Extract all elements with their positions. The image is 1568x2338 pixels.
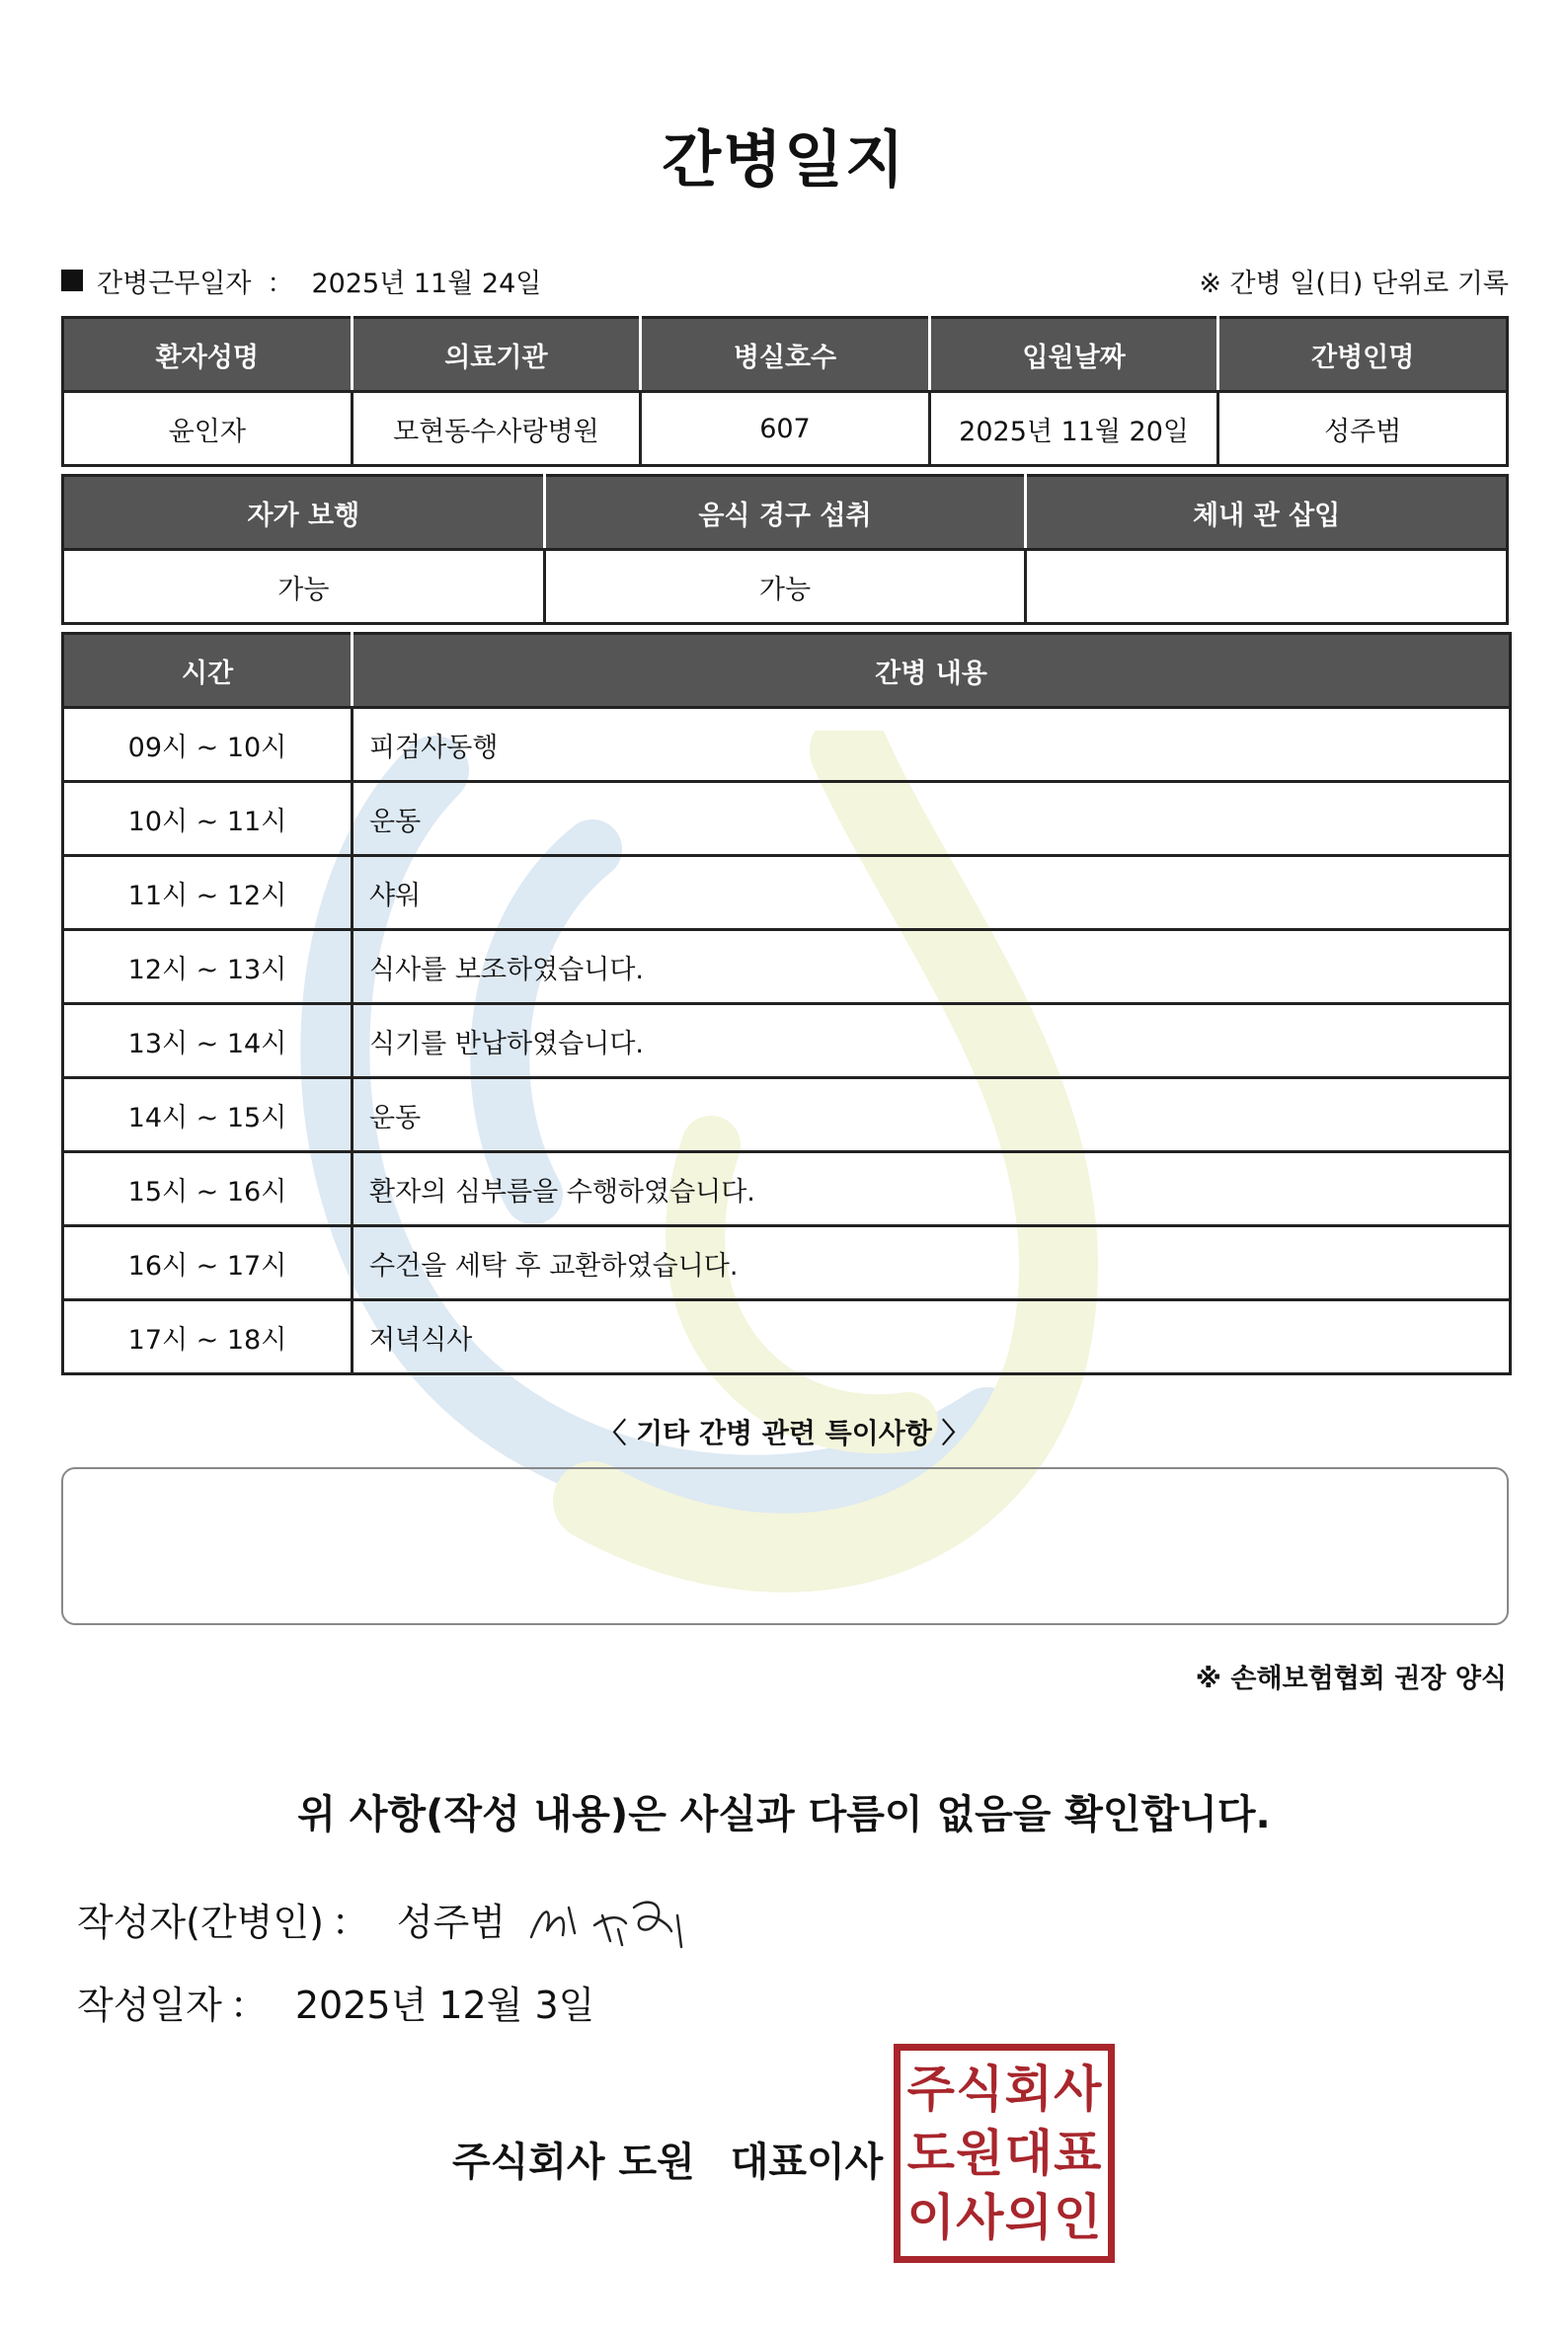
table-row bbox=[63, 1078, 1511, 1152]
content-cell: 식사를 보조하였습니다. bbox=[353, 930, 1511, 1004]
patient-name-value: 윤인자 bbox=[63, 392, 353, 466]
seal-char: 의 bbox=[1004, 2189, 1053, 2247]
writer-name: 성주범 bbox=[396, 1901, 507, 1944]
work-date-group bbox=[61, 262, 541, 300]
header-time: 시간 bbox=[63, 634, 353, 708]
handwritten-signature-icon bbox=[523, 1886, 701, 1957]
content-cell: 수건을 세탁 후 교환하였습니다. bbox=[353, 1226, 1511, 1300]
oral-intake-value: 가능 bbox=[544, 550, 1026, 624]
writer-line bbox=[77, 1892, 506, 1946]
patient-info-table bbox=[61, 316, 1509, 467]
content-cell: 환자의 심부름을 수행하였습니다. bbox=[353, 1152, 1511, 1226]
status-header-row bbox=[63, 476, 1508, 550]
work-date-label: 간병근무일자 bbox=[97, 268, 252, 299]
institution-value: 모현동수사랑병원 bbox=[352, 392, 641, 466]
content-cell: 식기를 반납하였습니다. bbox=[353, 1004, 1511, 1078]
header-tube-insertion: 체내 관 삽입 bbox=[1026, 476, 1508, 550]
writer-label: 작성자(간병인) bbox=[77, 1901, 324, 1944]
write-date-line bbox=[77, 1975, 594, 2029]
header-self-walking: 자가 보행 bbox=[63, 476, 545, 550]
time-cell: 14시 ~ 15시 bbox=[63, 1078, 353, 1152]
header-care-content: 간병 내용 bbox=[353, 634, 1511, 708]
seal-char: 이 bbox=[906, 2189, 955, 2247]
content-cell: 운동 bbox=[353, 1078, 1511, 1152]
write-date-colon: ： bbox=[229, 1984, 268, 2027]
time-cell: 09시 ~ 10시 bbox=[63, 708, 353, 782]
seal-char: 사 bbox=[1054, 2060, 1102, 2118]
content-cell: 저녁식사 bbox=[353, 1300, 1511, 1374]
seal-char: 사 bbox=[956, 2189, 1004, 2247]
seal-char: 도 bbox=[906, 2124, 955, 2182]
caregiver-name-value: 성주범 bbox=[1218, 392, 1508, 466]
association-form-note: ※ 손해보험협회 권장 양식 bbox=[1195, 1664, 1507, 1694]
admission-date-value: 2025년 11월 20일 bbox=[929, 392, 1218, 466]
work-date-colon: ： bbox=[267, 268, 294, 299]
special-notes-label: 〈 기타 간병 관련 특이사항 〉 bbox=[598, 1417, 970, 1449]
time-cell: 11시 ~ 12시 bbox=[63, 856, 353, 930]
seal-char: 식 bbox=[956, 2060, 1004, 2118]
time-cell: 10시 ~ 11시 bbox=[63, 782, 353, 856]
patient-info-value-row bbox=[63, 392, 1508, 466]
status-value-row bbox=[63, 550, 1508, 624]
header-admission-date: 입원날짜 bbox=[929, 318, 1218, 392]
time-cell: 17시 ~ 18시 bbox=[63, 1300, 353, 1374]
table-row bbox=[63, 708, 1511, 782]
ceo-title: 대표이사 bbox=[730, 2140, 884, 2185]
table-row bbox=[63, 1004, 1511, 1078]
company-seal-stamp bbox=[894, 2044, 1115, 2263]
room-number-value: 607 bbox=[641, 392, 930, 466]
work-date-value: 2025년 11월 24일 bbox=[311, 268, 542, 299]
write-date-value: 2025년 12월 3일 bbox=[294, 1984, 595, 2027]
time-cell: 12시 ~ 13시 bbox=[63, 930, 353, 1004]
record-unit-note: ※ 간병 일(日) 단위로 기록 bbox=[1199, 268, 1509, 299]
seal-char: 원 bbox=[956, 2124, 1004, 2182]
header-institution: 의료기관 bbox=[352, 318, 641, 392]
table-row bbox=[63, 1152, 1511, 1226]
care-log-header-row bbox=[63, 634, 1511, 708]
table-row bbox=[63, 930, 1511, 1004]
square-bullet-icon bbox=[61, 270, 83, 291]
table-row bbox=[63, 1226, 1511, 1300]
header-caregiver-name: 간병인명 bbox=[1218, 318, 1508, 392]
time-cell: 13시 ~ 14시 bbox=[63, 1004, 353, 1078]
company-line bbox=[452, 2131, 883, 2187]
seal-char: 인 bbox=[1054, 2189, 1102, 2247]
content-cell: 피검사동행 bbox=[353, 708, 1511, 782]
header-patient-name: 환자성명 bbox=[63, 318, 353, 392]
seal-char: 표 bbox=[1054, 2124, 1102, 2182]
meta-line bbox=[61, 263, 1509, 298]
header-oral-intake: 음식 경구 섭취 bbox=[544, 476, 1026, 550]
write-date-label: 작성일자 bbox=[77, 1984, 222, 2027]
content-cell: 샤워 bbox=[353, 856, 1511, 930]
seal-char: 주 bbox=[906, 2060, 955, 2118]
header-room-number: 병실호수 bbox=[641, 318, 930, 392]
seal-char: 회 bbox=[1004, 2060, 1053, 2118]
time-cell: 16시 ~ 17시 bbox=[63, 1226, 353, 1300]
table-row bbox=[63, 1300, 1511, 1374]
content-cell: 운동 bbox=[353, 782, 1511, 856]
table-row bbox=[63, 782, 1511, 856]
tube-insertion-value bbox=[1026, 550, 1508, 624]
care-log-table bbox=[61, 632, 1512, 1375]
self-walking-value: 가능 bbox=[63, 550, 545, 624]
company-name: 주식회사 도원 bbox=[452, 2140, 695, 2185]
document-title: 간병일지 bbox=[662, 123, 906, 195]
time-cell: 15시 ~ 16시 bbox=[63, 1152, 353, 1226]
special-notes-box bbox=[61, 1467, 1509, 1625]
writer-colon: ： bbox=[331, 1901, 369, 1944]
table-row bbox=[63, 856, 1511, 930]
patient-status-table bbox=[61, 474, 1509, 625]
patient-info-header-row bbox=[63, 318, 1508, 392]
seal-char: 대 bbox=[1004, 2124, 1053, 2182]
confirmation-statement: 위 사항(작성 내용)은 사실과 다름이 없음을 확인합니다. bbox=[297, 1792, 1271, 1837]
